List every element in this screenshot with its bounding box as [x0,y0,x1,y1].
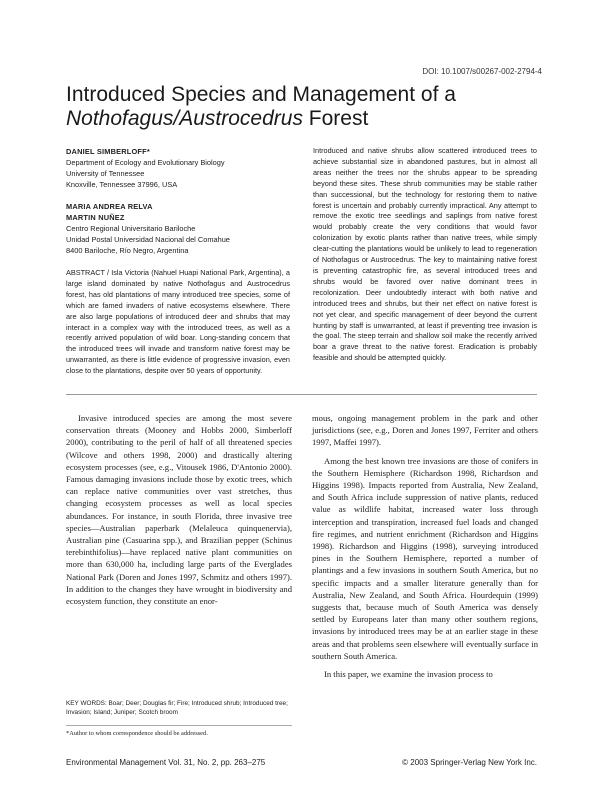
affiliation-line: 8400 Bariloche, Río Negro, Argentina [66,246,189,255]
title-line-2-rest: Forest [302,107,369,130]
body-paragraph: In this paper, we examine the invasion process to [324,669,493,680]
author-name: DANIEL SIMBERLOFF* [66,147,150,156]
body-column-right [312,412,538,680]
title-line-1: Introduced Species and Management of a [66,83,456,106]
affiliation-line: Centro Regional Universitario Bariloche [66,224,196,233]
affiliation-line: Department of Ecology and Evolutionary Biology [66,158,225,167]
author-name: MARTIN NUÑEZ [66,213,125,222]
body-paragraph: Invasive introduced species are among the most severe conservation threats (Mooney and Hobbs 2000, Simberloff 2000), contributing to the peril of half of all threatened species (Wilcove and others 1998, 2000) and drastically altering ecosystem processes (see, e.g., Vitousek 1986, D'Antonio 2000). Famous damaging invasions include those by exotic trees, which can replace native communities over vast stretches, thus changing ecosystem processes as well as local species abundances. For instance, in south Florida, three invasive tree species—Australian paperbark (Melaleuca quinquenervia), Australian pine (Casuarina spp.), and Brazilian pepper (Schinus terebinthifolius)—have replaced native plant communities on more than 630,000 ha, including large parts of the Everglades National Park (Doren and Jones 1997, Schmitz and others 1997). In addition to the changes they have wrought in biodiversity and ecosystem function, they constitute an enor- [66,413,292,607]
article-title [66,83,536,131]
body-paragraph: mous, ongoing management problem in the park and other jurisdictions (see, e.g., Doren and Jones 1997, Ferriter and others 1997, Maffei 1997). [312,413,538,448]
author-name: MARIA ANDREA RELVA [66,202,153,211]
section-divider [66,394,537,395]
abstract [66,268,290,377]
abstract-continuation: Introduced and native shrubs allow scattered introduced trees to achieve substantial size in abandoned pastures, but in almost all areas neither the trees nor the shrubs appear to be spreading beyond these sites. These shrub communities may be stable rather than successional, but the technology for restoring them to native forest is uncertain and probably currently impractical. Any attempt to remove the exotic tree seedlings and saplings from native forest would probably create the very conditions that would favor colonization by exotic plants rather than native trees, while simply clear-cutting the plantations would be unlikely to lead to regeneration of Nothofagus or Austrocedrus. The key to maintaining native forest is preventing catastrophic fire, as several introduced trees and shrubs would be favored over native dominant trees in recolonization. Deer undoubtedly interact with both native and introduced trees and shrubs, but their net effect on native forest is not yet clear, and specific management of deer beyond the current hunting by staff is unwarranted, at least if preventing tree invasion is the goal. The steep terrain and shallow soil make the recently arrived boar a grave threat to the native forest. Eradication is probably feasible and should be attempted quickly. [313,146,537,363]
affiliation-line: Unidad Postal Universidad Nacional del Comahue [66,235,230,244]
footnote: *Author to whom correspondence should be addressed. [66,730,208,737]
keywords: KEY WORDS: Boar; Deer; Douglas fir; Fire; Introduced shrub; Introduced tree; Invasion; Island; Juniper; Scotch broom [66,700,288,716]
copyright-notice: © 2003 Springer-Verlag New York Inc. [402,758,537,767]
footnote-divider [66,725,292,726]
body-column-left [66,412,292,607]
abstract-label: ABSTRACT / [66,268,112,277]
doi-label: DOI: 10.1007/s00267-002-2794-4 [422,67,542,76]
abstract-text: Isla Victoria (Nahuel Huapi National Park, Argentina), a large island dominated by native Nothofagus and Austrocedrus forest, has old plantations of many introduced tree species, some of which are famed invaders of native ecosystems elsewhere. There are also large populations of introduced deer and shrubs that may interact in a complex way with the introduced trees, as well as a recently arrived population of wild boar. Long-standing concern that the introduced trees will invade and transform native forest may be unwarranted, as there is little evidence of progressive invasion, even close to the plantations, despite over 50 years of opportunity. [66,268,290,376]
body-paragraph: Among the best known tree invasions are those of conifers in the Southern Hemisphere (Richardson 1998, Richardson and Higgins 1998). Impacts reported from Australia, New Zealand, and South Africa include suppression of native plants, reduced value as wildlife habitat, increased water loss through interception and transpiration, increased fuel loads and changed fire regimes, and nutrient enrichment (Richardson and Higgins 1998). Richardson and Higgins (1998), surveying introduced pines in the Southern Hemisphere, reported a number of plantings and a few invasions in southern South America, but no specific impacts and a smaller literature generally than for Australia, New Zealand, and South Africa. Hourdequin (1999) suggests that, because much of South America was densely settled by Europeans later than many other southern regions, invasions by introduced trees may be at an earlier stage in these areas and that problems seen elsewhere will eventually surface in southern South America. [312,455,538,661]
affiliation-line: Knoxville, Tennessee 37996, USA [66,180,178,189]
author-block [66,146,286,256]
journal-citation: Environmental Management Vol. 31, No. 2, pp. 263–275 [66,758,266,767]
title-italic-genus: Nothofagus/Austrocedrus [66,107,303,130]
affiliation-line: University of Tennessee [66,169,145,178]
